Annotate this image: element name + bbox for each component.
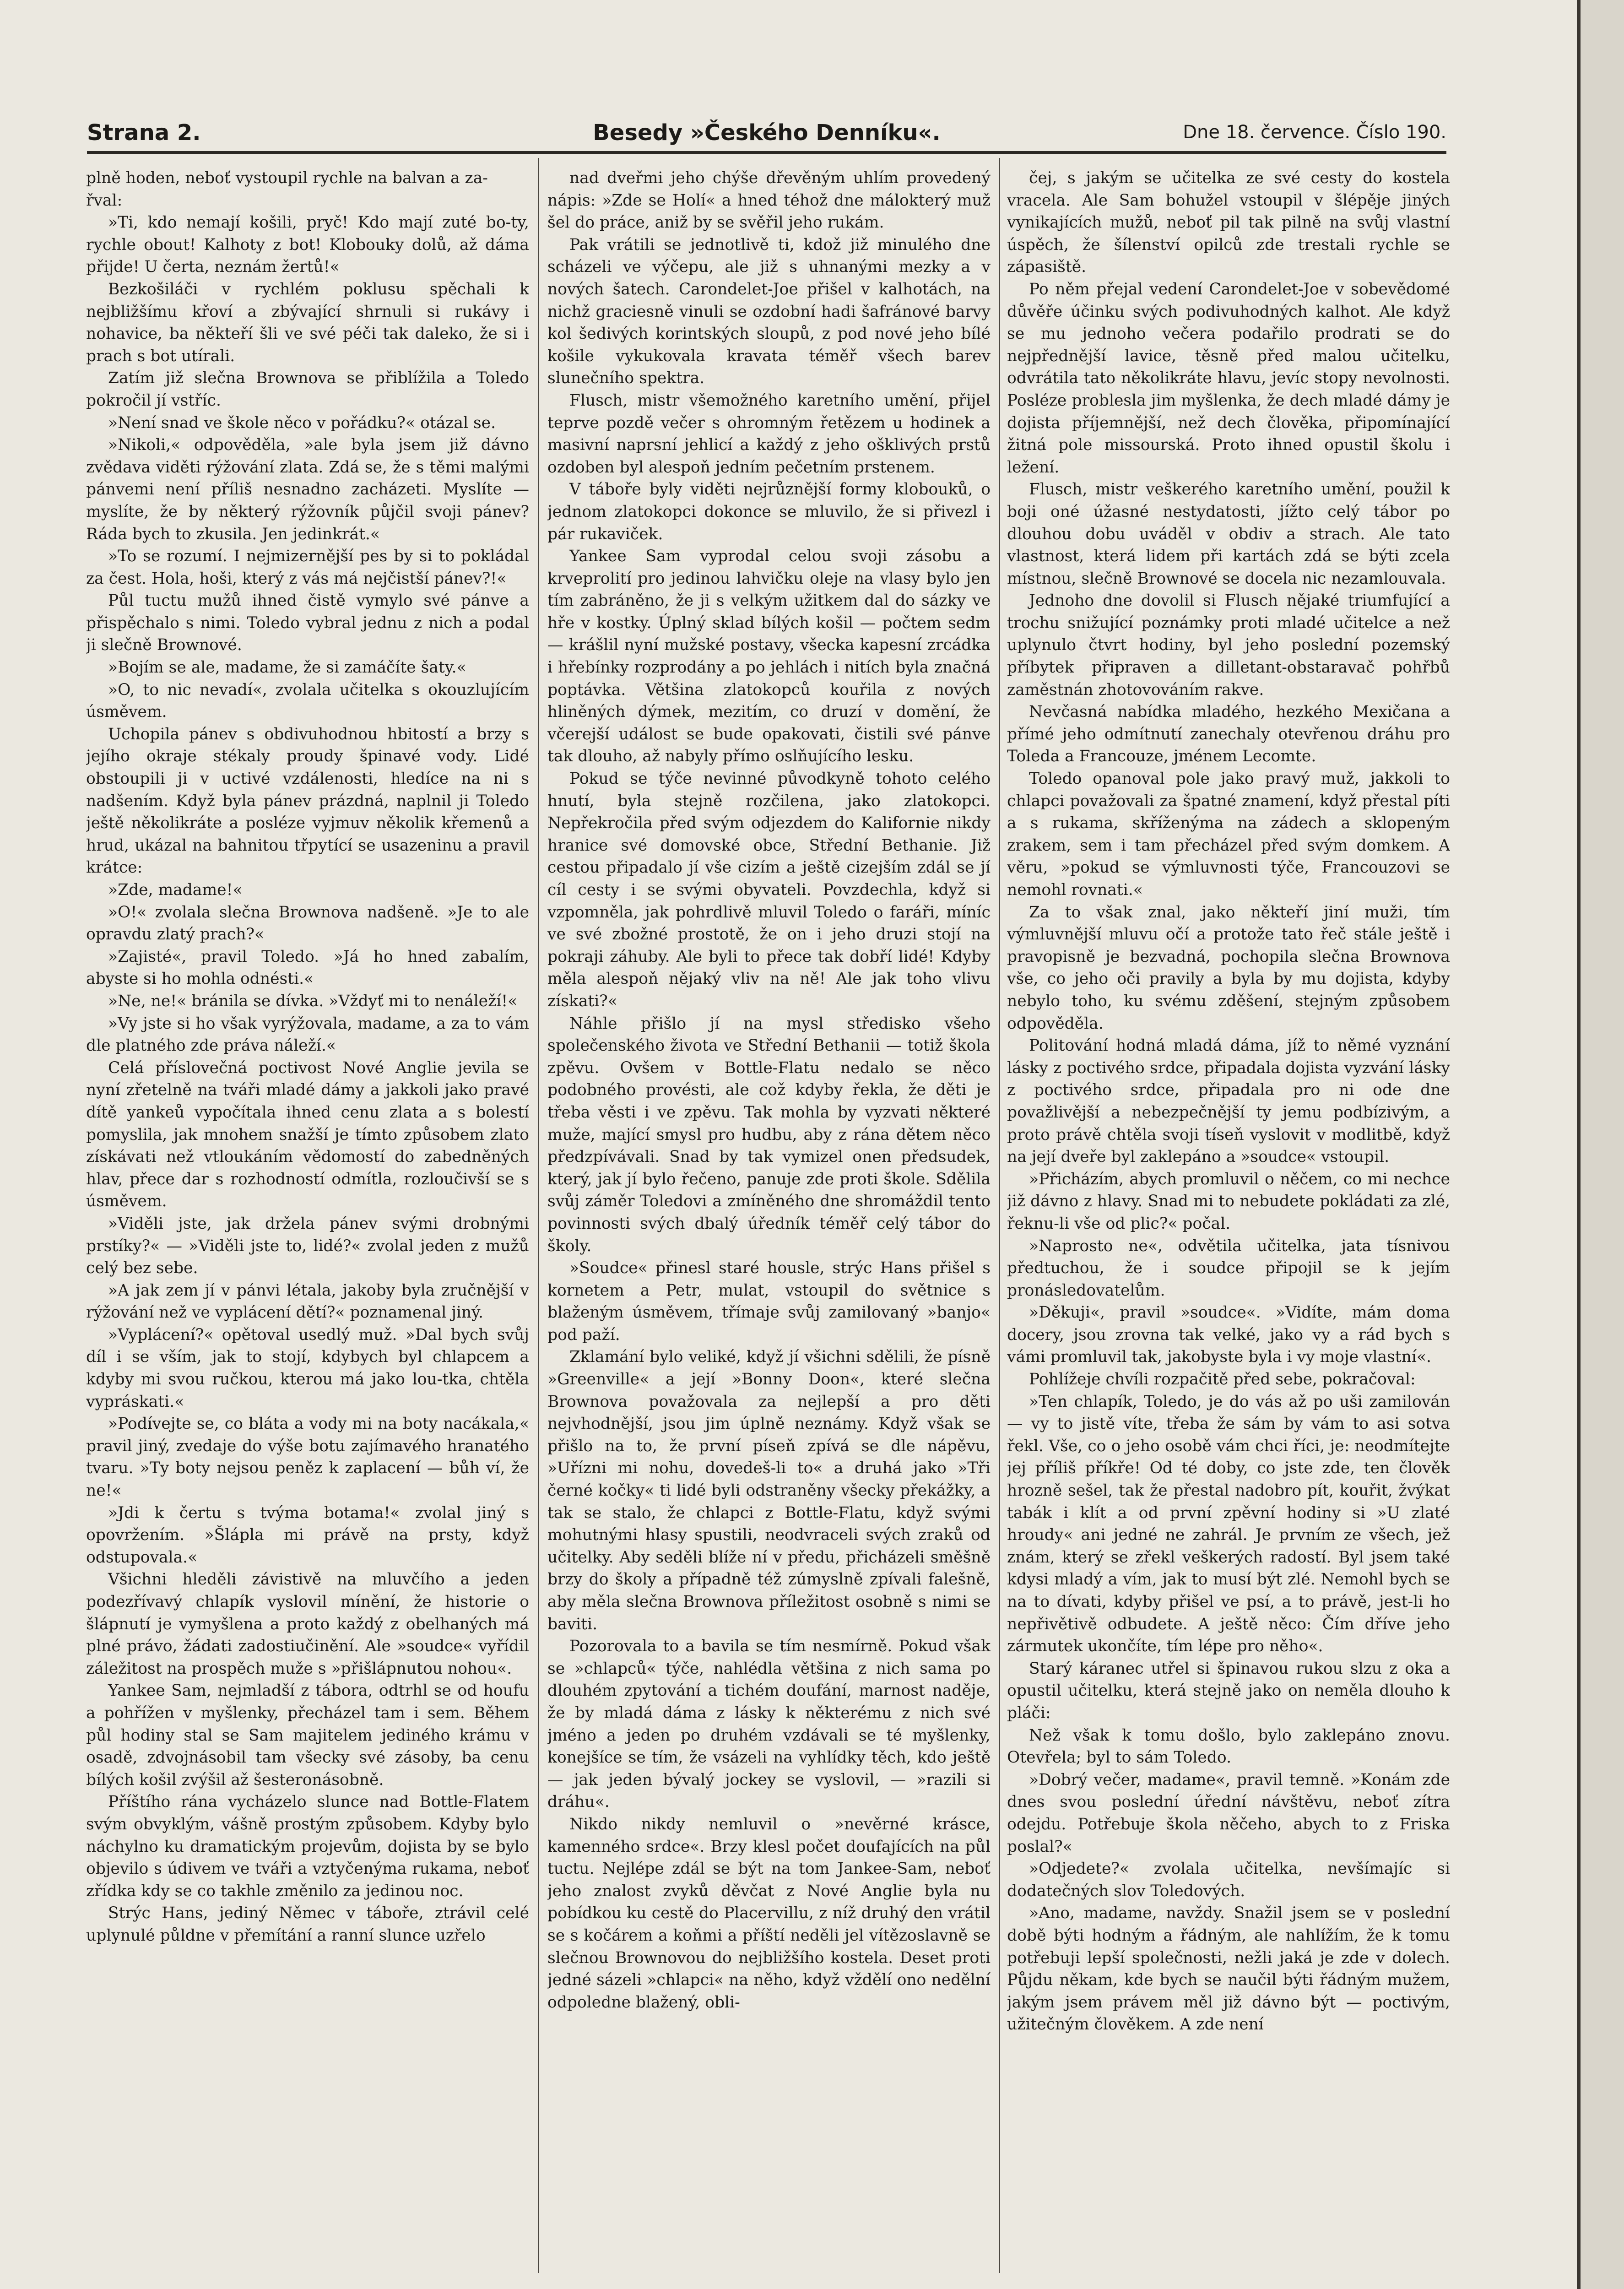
text-column-2 [547,167,991,2264]
paragraph: Pozorovala to a bavila se tím nesmírně. Pokud však se »chlapců« týče, nahlédla většina z nich sama po dlouhém zpytování a tichém doufání, marnost naděje, že by mladá dáma z lásky k některému z nich své jméno a jeden po druhém vzdávali se té myšlenky, konejšíce se tím, že vsázeli na vyhlídky těch, kdo ještě — jak jeden bývalý jockey se vyslovil, — »razili si dráhu«. [547,1637,991,1812]
page-number: Strana 2. [87,120,201,146]
binding-margin [1581,0,1624,2289]
paragraph: plně hoden, neboť vystoupil rychle na balvan a za- [86,169,488,187]
paragraph: »Podívejte se, co bláta a vody mi na boty nacákala,« pravil jiný, zvedaje do výše botu zajímavého hranatého tvaru. »Ty boty nejsou peněz k zaplacení — bůh ví, že ne!« [86,1415,529,1500]
paragraph: Bezkošiláči v rychlém poklusu spěchali k nejbližšímu křoví a zbývající shrnuli si rukávy i nohavice, ba někteří šli ve své péči tak daleko, že si i prach s bot utírali. [86,280,529,365]
text-column-1 [86,167,529,2264]
paragraph: »To se rozumí. I nejmizernější pes by si to pokládal za čest. Hola, hoši, který z vás má nejčistší pánev?!« [86,547,529,588]
column-divider [538,158,539,2273]
paragraph: »Zde, madame!« [108,881,243,899]
paragraph: Nevčasná nabídka mladého, hezkého Mexičana a přímé jeho odmítnutí zanechaly otevřenou dráhu pro Toleda a Francouze, jménem Lecomte. [1007,703,1450,766]
paragraph: Zatím již slečna Brownova se přiblížila a Toledo pokročil jí vstříc. [86,369,529,410]
paragraph: Pohlížeje chvíli rozpačitě před sebe, pokračoval: [1029,1370,1416,1389]
paragraph: Než však k tomu došlo, bylo zaklepáno znovu. Otevřela; byl to sám Toledo. [1007,1726,1450,1767]
paragraph: »Ti, kdo nemají košili, pryč! Kdo mají zuté bo-ty, rychle obout! Kalhoty z bot! Klobouky dolů, až dáma přijde! U čerta, neznám žertů!« [86,213,529,277]
paragraph: Politování hodná mladá dáma, jíž to němé vyznání lásky z poctivého srdce, připadala dojista vyzvání lásky z poctivého srdce, připadala pro ni ode dne považlivější a nebezpečnější ty jemu podbízivým, a proto právě chtěla svoji tíseň vyslovit v modlitbě, když na její dveře byl zaklepáno a »soudce« vstoupil. [1007,1036,1450,1166]
paragraph: Celá příslovečná poctivost Nové Anglie jevila se nyní zřetelně na tváři mladé dámy a jakkoli jako pravé dítě yankeů vypočítala ihned cenu zlata a s bolestí pomyslila, jak mnohem snažší je tímto způsobem zlato získávati než vtloukáním vědomostí do zabedněných hlav, přece dar s rozhodností odmítla, rozloučivší se s úsměvem. [86,1058,529,1211]
paragraph: Pak vrátili se jednotlivě ti, kdož již minulého dne scházeli ve výčepu, ale již s uhnanými mezky a v nových šatech. Carondelet-Joe přišel v kalhotách, na nichž graciesně vinuli se ozdobní hadi šafránové barvy kol šedivých korintských sloupů, z pod nové jeho bílé košile vykukovala kravata téměř všech barev slunečního spektra. [547,235,991,388]
paragraph: Pokud se týče nevinné původkyně tohoto celého hnutí, byla stejně rozčilena, jako zlatokopci. Nepřekročila před svým odjezdem do Kalifornie nikdy hranice své domovské obce, Střední Bethanie. Již cestou připadalo jí vše cizím a ještě cizejším zdál se jí cíl cesty i se svými obyvateli. Povzdechla, když si vzpomněla, jak pohrdlivě mluvil Toledo o faráři, míníc ve své zbožné prostotě, že on i jeho druzi stojí na pokraji záhuby. Ale byli to přece tak dobří lidé! Kdyby měla alespoň nějaký vliv na ně! Ale jak toho vlivu získati?« [547,770,991,1010]
page-edge [1577,0,1581,2289]
paragraph: »A jak zem jí v pánvi létala, jakoby byla zručnější v rýžování než ve vyplácení dětí?« poznamenal jiný. [86,1281,529,1322]
column-divider [999,158,1000,2273]
paragraph: Po něm přejal vedení Carondelet-Joe v sobevědomé důvěře účinku svých podivuhodných kalhot. Ale když se mu jednoho večera podařilo prodrati se do nejpřednější lavice, těsně před malou učitelku, odvrátila tato několikráte hlavu, jevíc stopy nevolnosti. Posléze problesla jim myšlenka, že dech mladé dámy je dojista příjemnější, než dech člověka, připomínající žitná pole missourská. Proto ihned opustil školu i ležení. [1007,280,1450,477]
paragraph: »Jdi k čertu s tvýma botama!« zvolal jiný s opovržením. »Šlápla mi právě na prsty, když odstupovala.« [86,1503,529,1567]
paragraph: Za to však znal, jako někteří jiní muži, tím výmluvnější mluvu očí a protože tato řeč stále ještě i pravopisně je bezvadná, pochopila slečna Brownova vše, co jeho oči pravily a byla by mu dojista, kdyby nebylo toho, ku svému zděšení, stejným způsobem odpověděla. [1007,903,1450,1033]
header-rule [87,151,1446,154]
paragraph: Nikdo nikdy nemluvil o »nevěrné krásce, kamenného srdce«. Brzy klesl počet doufajících na půl tuctu. Nejlépe zdál se být na tom Jankee-Sam, neboť jeho znalost zvyků děvčat z Nové Anglie byla nu pobídkou ku cestě do Placervillu, z níž druhý den vrátil se s kočárem a koňmi a příští neděli jel vítězoslavně se slečnou Brownovou do nejbližšího kostela. Deset proti jedné sázeli »chlapci« na něho, když vždělí ono nedělní odpoledne blažený, obli- [547,1815,991,2012]
paragraph: Yankee Sam vyprodal celou svoji zásobu a krveprolití pro jedinou lahvičku oleje na vlasy bylo jen tím zabráněno, že ji s velkým užitkem dal do sázky ve hře v kostky. Úplný sklad bílých košil — počtem sedm — krášlil nyní mužské postavy, všecka kapesní zrcádka i hřebínky rozprodány a po jehlách i nitích byla značná poptávka. Většina zlatokopců kouřila z nových hliněných dýmek, mezitím, co druzí v domění, že včerejší událost se bude opakovati, čistili své pánve tak dlouho, až nabyly přímo oslňujícího lesku. [547,547,991,766]
paragraph: Flusch, mistr veškerého karetního umění, použil k boji oné úžasné nestydatosti, jížto celý tábor po dlouhou dobu uváděl v obdiv a strach. Ale tato vlastnost, která lidem při kartách zdá se býti zcela místnou, slečně Brownové se docela nic nezamlouvala. [1007,480,1450,588]
paragraph: Strýc Hans, jediný Němec v táboře, ztrávil celé uplynulé půldne v přemítání a ranní slunce uzřelo [86,1904,529,1945]
paragraph: Příštího rána vycházelo slunce nad Bottle-Flatem svým obvyklým, vášně prostým způsobem. Kdyby bylo náchylno ku dramatickým projevům, dojista by se bylo objevilo s údivem ve tváři a vztyčenýma rukama, neboť zřídka kdy se co takhle změnilo za jedinou noc. [86,1793,529,1900]
paragraph: V táboře byly viděti nejrůznější formy klobouků, o jednom zlatokopci dokonce se mluvilo, že si přivezl i pár rukaviček. [547,480,991,543]
paragraph: »Zajisté«, pravil Toledo. »Já ho hned zabalím, abyste si ho mohla odnésti.« [86,947,529,988]
paragraph: Náhle přišlo jí na mysl středisko všeho společenského života ve Střední Bethanii — totiž škola zpěvu. Ovšem v Bottle-Flatu nedalo se něco podobného provésti, ale což kdyby řekla, že děti je třeba věsti i ve zpěvu. Tak mohla by vyzvati některé muže, mající smysl pro hudbu, aby z rána dětem něco předzpívávali. Snad by tak vymizel onen předsudek, který, jak jí bylo řečeno, panuje zde proti škole. Sdělila svůj záměr Toledovi a zmíněného dne shromáždil tento povinnosti svých dbalý úředník téměř celý tábor do školy. [547,1014,991,1255]
paragraph: Flusch, mistr všemožného karetního umění, přijel teprve pozdě večer s ohromným řetězem u hodinek a masivní naprsní jehlicí a každý z jeho ošklivých prstů ozdoben byl alespoň jedním pečetním prstenem. [547,391,991,477]
paragraph: »Viděli jste, jak držela pánev svými drobnými prstíky?« — »Viděli jste to, lidé?« zvolal jeden z mužů celý bez sebe. [86,1214,529,1278]
issue-date: Dne 18. července. Číslo 190. [1183,122,1446,143]
paragraph: »Odjedete?« zvolala učitelka, nevšímajíc si dodatečných slov Toledových. [1007,1860,1450,1900]
paragraph: »Soudce« přinesl staré housle, strýc Hans přišel s kornetem a Petr, mulat, vstoupil do světnice s blaženým úsměvem, třímaje svůj zamilovaný »banjo« pod paží. [547,1259,991,1344]
text-column-3 [1007,167,1450,2264]
paragraph: »Přicházím, abych promluvil o něčem, co mi nechce již dávno z hlavy. Snad mi to nebudete pokládati za zlé, řeknu-li vše od plic?« počal. [1007,1170,1450,1233]
paragraph: »O!« zvolala slečna Brownova nadšeně. »Je to ale opravdu zlatý prach?« [86,903,529,944]
paragraph: »Nikoli,« odpověděla, »ale byla jsem již dávno zvědava viděti rýžování zlata. Zdá se, že s těmi malými pánvemi není příliš nesnadno zacházeti. Myslíte — myslíte, že by některý rýžovník půjčil svoji pánev? Ráda bych to zkusila. Jen jedinkrát.« [86,436,529,543]
paragraph: Yankee Sam, nejmladší z tábora, odtrhl se od houfu a pohřížen v myšlenky, přecházel tam i sem. Během půl hodiny stal se Sam majitelem jediného krámu v osadě, zdvojnásobil tam všecky své zásoby, ba cenu bílých košil zvýšil až šesteronásobně. [86,1681,529,1789]
paragraph: Všichni hleděli závistivě na mluvčího a jeden podezřívavý chlapík vyslovil mínění, že historie o šlápnutí je vymyšlena a proto každý z obelhaných má plné právo, žádati zadostiučinění. Ale »soudce« vyřídil záležitost na prospěch muže s »přišlápnutou nohou«. [86,1570,529,1678]
paragraph: Uchopila pánev s obdivuhodnou hbitostí a brzy s jejího okraje stékaly proudy špinavé vody. Lidé obstoupili ji v uctivé vzdálenosti, hledíce na ni s nadšením. Když byla pánev prázdná, naplnil ji Toledo ještě několikráte a posléze vyjmuv několik křemenů a hrud, ukázal na bahnitou třpytící se usazeninu a pravil krátce: [86,725,529,877]
paragraph: »Ten chlapík, Toledo, je do vás až po uši zamilován — vy to jistě víte, třeba že sám by vám to asi sotva řekl. Vše, co o jeho osobě vám chci říci, je: neodmítejte jej příliš příkře! Od té doby, co jste zde, ten člověk hrozně sešel, tak že přestal nadobro pít, kouřit, žvýkat tabák i klít a od první zpěvní hodiny si »U zlaté hroudy« ani jedné ne zahrál. Je prvním ze všech, jež znám, který se zřekl veškerých radostí. Byl jsem také kdysi mladý a vím, jak to musí být zlé. Nemohl bych se na to dívati, kdyby přišel ve psí, a to právě, jest-li ho nepřivětivě odbudete. A ještě něco: Čím dříve jeho zármutek ukončíte, tím lépe pro něho«. [1007,1392,1450,1656]
paragraph: Toledo opanoval pole jako pravý muž, jakkoli to chlapci považovali za špatné znamení, když přestal píti a s rukama, skříženýma na zádech a sklopeným zrakem, sem i tam přecházel před svým domkem. A věru, »pokud se výmluvnosti týče, Francouzovi se nemohl rovnati.« [1007,770,1450,899]
paragraph: »Bojím se ale, madame, že si zamáčíte šaty.« [108,658,466,677]
paragraph: »Dobrý večer, madame«, pravil temně. »Konám zde dnes svou poslední úřední návštěvu, neboť zítra odejdu. Potřebuje škola něčeho, abych to z Friska poslal?« [1007,1770,1450,1856]
paragraph: nad dveřmi jeho chýše dřevěným uhlím provedený nápis: »Zde se Holí« a hned téhož dne málokterý muž šel do práce, aniž by se svěřil jeho rukám. [547,169,991,232]
paragraph: Zklamání bylo veliké, když jí všichni sdělili, že písně »Greenville« a její »Bonny Doon«, které slečna Brownova považovala za nejlepší a pro děti nejvhodnější, jsou jim úplně neznámy. Když však se přišlo na to, že první píseň zpívá se dle nápěvu, »Uřízni mi nohu, dovedeš-li to« a druhá jako »Tři černé kočky« ti lidé byli odstraněny všecky překážky, a tak se stalo, že chlapci z Bottle-Flatu, když svými mohutnými hlasy spustili, neodvraceli svých zraků od učitelky. Aby seděli blíže ní v předu, přicházeli směšně brzy do školy a případně též zúmyslně zpívali falešně, aby měla slečna Brownova příležitost osobně s nimi se baviti. [547,1348,991,1633]
paragraph: Starý káranec utřel si špinavou rukou slzu z oka a opustil učitelku, která stejně jako on neměla dlouho k pláči: [1007,1659,1450,1722]
paragraph: »Není snad ve škole něco v pořádku?« otázal se. [108,413,496,432]
paragraph: řval: [86,191,123,210]
paragraph: Jednoho dne dovolil si Flusch nějaké triumfující a trochu snižující poznámky proti mladé učitelce a než uplynulo čtvrt hodiny, byl jeho poslední pozemský příbytek připraven a dilletant-obstaravač pohřbů zaměstnán zhotovováním rakve. [1007,591,1450,699]
paragraph: »Naprosto ne«, odvětila učitelka, jata tísnivou předtuchou, že i soudce připojil se k jejím pronásledovatelům. [1007,1237,1450,1300]
paragraph: »Vy jste si ho však vyrýžovala, madame, a za to vám dle platného zde práva náleží.« [86,1014,529,1055]
paragraph: čej, s jakým se učitelka ze své cesty do kostela vracela. Ale Sam bohužel vstoupil v šlépěje jiných vynikajících mužů, neboť pil tak pilně na svůj vlastní úspěch, že šílenství opilců zde trestali rychle se zápasiště. [1007,169,1450,277]
paragraph: »Ano, madame, navždy. Snažil jsem se v poslední době býti hodným a řádným, ale nahlížím, že k tomu potřebuji lepší společnosti, nežli jaká je zde v dolech. Půjdu někam, kde bych se naučil býti řádným mužem, jakým jsem právem měl již dávno být — poctivým, užitečným člověkem. A zde není [1007,1904,1450,2034]
paragraph: »O, to nic nevadí«, zvolala učitelka s okouzlujícím úsměvem. [86,680,529,721]
paragraph: »Děkuji«, pravil »soudce«. »Vidíte, mám doma docery, jsou zrovna tak velké, jako vy a rád bych s vámi promluvil tak, jakobyste byla i vy moje vlastní«. [1007,1303,1450,1367]
paragraph: »Ne, ne!« bránila se dívka. »Vždyť mi to nenáleží!« [108,992,518,1010]
paragraph: Půl tuctu mužů ihned čistě vymylo své pánve a přispěchalo s nimi. Toledo vybral jednu z nich a podal ji slečně Brownové. [86,591,529,655]
page-header [87,120,1446,147]
paragraph: »Vyplácení?« opětoval usedlý muž. »Dal bych svůj díl i se vším, jak to stojí, kdybych byl chlapcem a kdyby mi svou ručkou, kterou má jako lou-tka, chtěla vypráskati.« [86,1325,529,1411]
newspaper-title: Besedy »Českého Denníku«. [593,120,941,146]
